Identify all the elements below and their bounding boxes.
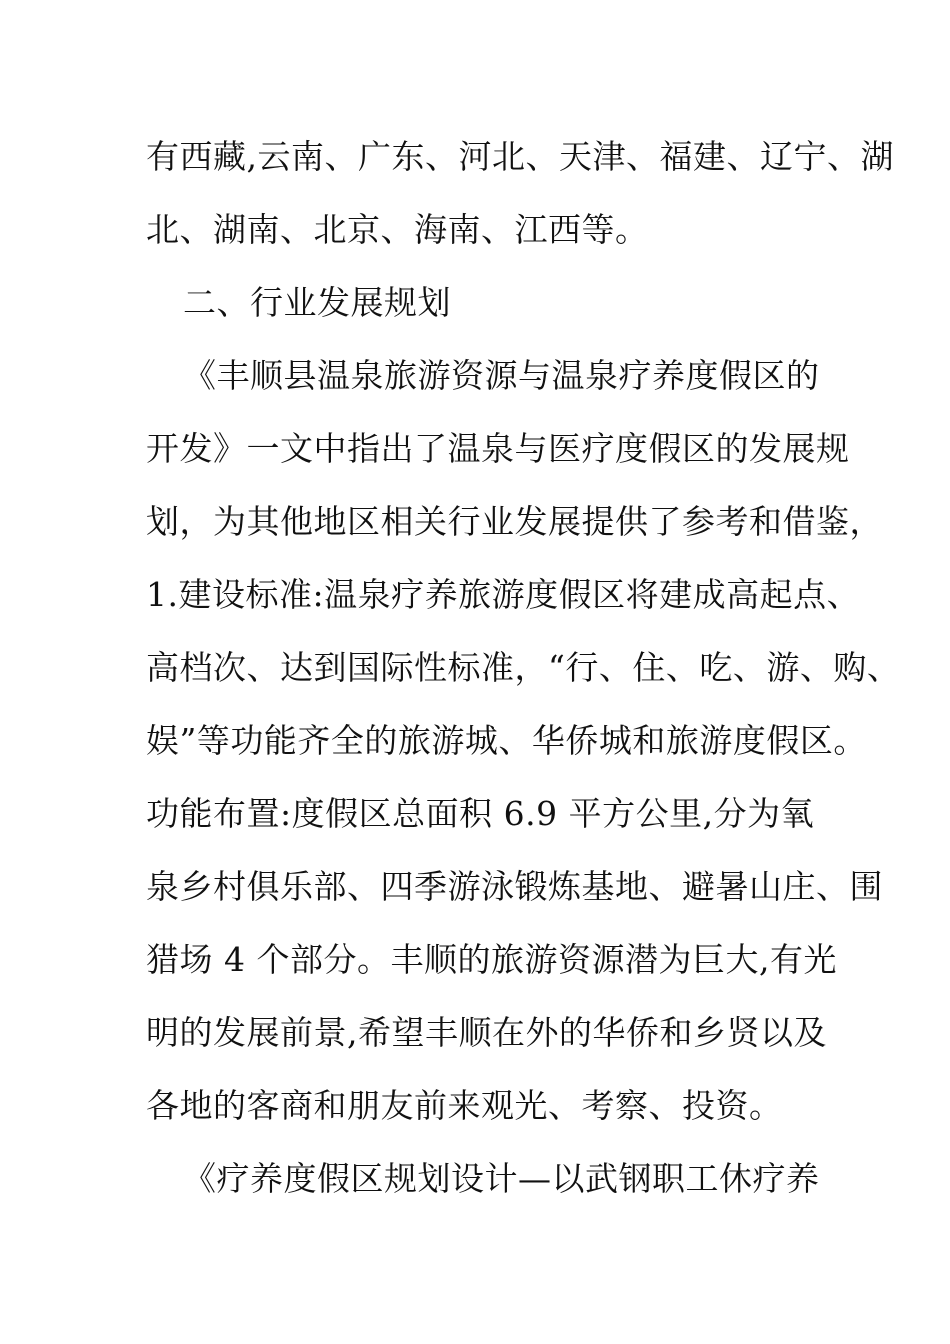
text-line: 各地的客商和朋友前来观光、考察、投资。 (146, 1086, 783, 1125)
text-line: 《疗养度假区规划设计—以武钢职工休疗养 (183, 1159, 820, 1198)
text-line: 泉乡村俱乐部、四季游泳锻炼基地、避暑山庄、围 (146, 867, 883, 906)
text-line: 娱”等功能齐全的旅游城、华侨城和旅游度假区。 (146, 721, 867, 760)
text-line: 1.建设标准:温泉疗养旅游度假区将建成高起点、 (146, 575, 861, 614)
text-line: 高档次、达到国际性标准，“行、住、吃、游、购、 (146, 648, 901, 687)
text-line: 《丰顺县温泉旅游资源与温泉疗养度假区的 (183, 356, 820, 395)
section-heading: 二、行业发展规划 (183, 283, 451, 322)
text-line: 明的发展前景,希望丰顺在外的华侨和乡贤以及 (146, 1013, 827, 1052)
text-line: 猎场 4 个部分。丰顺的旅游资源潜为巨大,有光 (146, 940, 837, 979)
text-line: 开发》一文中指出了温泉与医疗度假区的发展规 (146, 429, 850, 468)
text-line: 北、湖南、北京、海南、江西等。 (146, 210, 649, 249)
text-line: 功能布置:度假区总面积 6.9 平方公里,分为氧 (146, 794, 815, 833)
text-line: 划，为其他地区相关行业发展提供了参考和借鉴， (146, 502, 883, 541)
text-line: 有西藏,云南、广东、河北、天津、福建、辽宁、湖 (146, 137, 894, 176)
document-body (0, 120, 950, 1215)
